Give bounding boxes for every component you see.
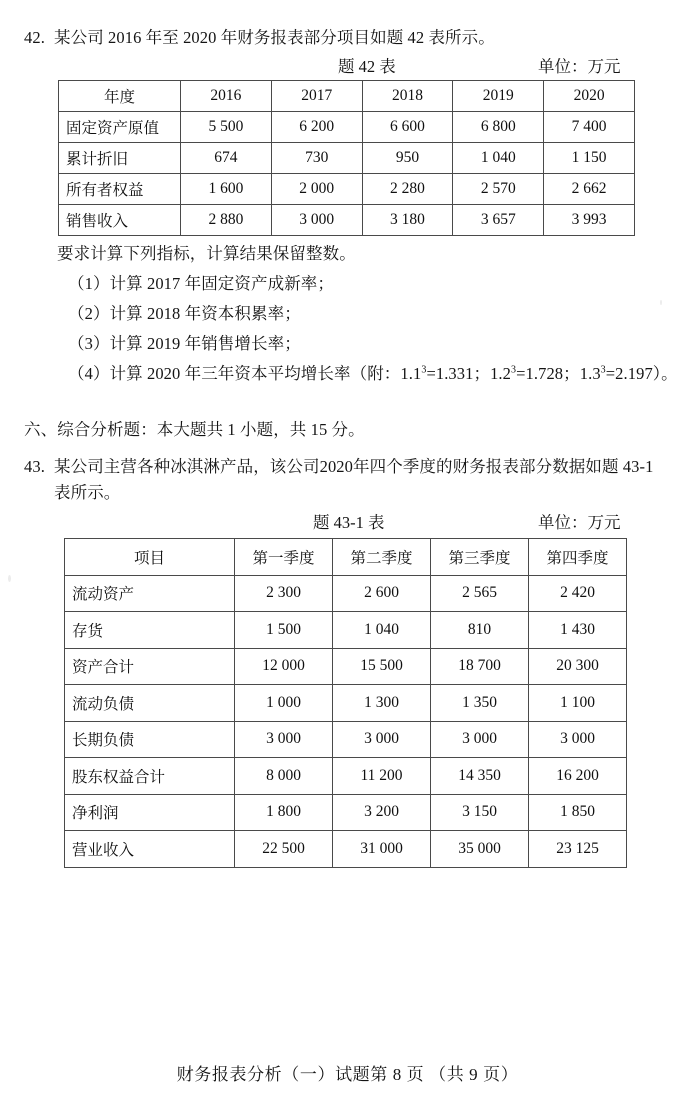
table-43-header-cell: 第四季度	[529, 539, 627, 576]
table-43-row-label: 存货	[65, 612, 235, 649]
table-43-cell: 31 000	[333, 831, 431, 868]
table-43-cell: 22 500	[235, 831, 333, 868]
table-42-cell: 6 600	[362, 112, 453, 143]
table-43-cell: 20 300	[529, 648, 627, 685]
table-43-row-label: 资产合计	[65, 648, 235, 685]
table-43-cell: 18 700	[431, 648, 529, 685]
table-42-row-label: 所有者权益	[59, 174, 181, 205]
table-42-cell: 3 180	[362, 205, 453, 236]
table-43-cell: 1 350	[431, 685, 529, 722]
table-43-cell: 3 000	[529, 721, 627, 758]
table-43-row-label: 股东权益合计	[65, 758, 235, 795]
question-42-stem-text: 某公司 2016 年至 2020 年财务报表部分项目如题 42 表所示。	[54, 28, 495, 47]
table-43-row-label: 长期负债	[65, 721, 235, 758]
question-43-stem-text: 某公司主营各种冰淇淋产品，该公司2020年四个季度的财务报表部分数据如题 43-1	[54, 457, 654, 476]
table-row	[65, 648, 627, 685]
table-42-row-label: 销售收入	[59, 205, 181, 236]
table-43-cell: 16 200	[529, 758, 627, 795]
table-42-cell: 674	[181, 143, 272, 174]
table-43-cell: 8 000	[235, 758, 333, 795]
table-42-cell: 2 662	[544, 174, 635, 205]
table-43-cell: 2 565	[431, 575, 529, 612]
table-43-cell: 1 800	[235, 794, 333, 831]
scan-speckle	[660, 300, 662, 305]
exponent-3: 3	[511, 364, 517, 376]
table-43-cell: 1 850	[529, 794, 627, 831]
table-43-cell: 2 600	[333, 575, 431, 612]
question-43-stem-line-2: 表所示。	[54, 483, 121, 502]
table-42-header-cell: 2018	[362, 81, 453, 112]
table-43-cell: 3 000	[235, 721, 333, 758]
table-row	[59, 143, 635, 174]
question-42-item-4-suffix: =2.197）。	[605, 364, 678, 383]
table-43-cell: 2 420	[529, 575, 627, 612]
table-43-row-label: 净利润	[65, 794, 235, 831]
table-43-header-cell: 第三季度	[431, 539, 529, 576]
table-42-header-cell: 2019	[453, 81, 544, 112]
table-row	[65, 612, 627, 649]
table-42-cell: 6 200	[271, 112, 362, 143]
table-43-cell: 1 500	[235, 612, 333, 649]
table-42-header-cell: 2020	[544, 81, 635, 112]
question-42-number: 42.	[24, 28, 45, 47]
scan-speckle	[8, 575, 11, 582]
table-42-header-cell: 2017	[271, 81, 362, 112]
table-42-caption: 题 42 表	[338, 57, 396, 76]
table-42-cell: 3 657	[453, 205, 544, 236]
table-43-cell: 35 000	[431, 831, 529, 868]
table-43-caption: 题 43-1 表	[313, 513, 385, 532]
table-43-cell: 14 350	[431, 758, 529, 795]
question-42-item-1: （1）计算 2017 年固定资产成新率；	[68, 274, 334, 293]
question-43-stem-line-1	[24, 456, 653, 478]
table-42-cell: 1 600	[181, 174, 272, 205]
table-43-row-label: 流动资产	[65, 575, 235, 612]
table-43-cell: 3 150	[431, 794, 529, 831]
exponent-3: 3	[600, 364, 606, 376]
table-43-cell: 1 100	[529, 685, 627, 722]
table-43-1	[64, 538, 627, 868]
question-42-item-3: （3）计算 2019 年销售增长率；	[68, 334, 301, 353]
table-42-row-label: 累计折旧	[59, 143, 181, 174]
question-43-number: 43.	[24, 457, 45, 476]
table-43-cell: 3 200	[333, 794, 431, 831]
table-43-row-label: 营业收入	[65, 831, 235, 868]
table-42-cell: 3 000	[271, 205, 362, 236]
table-row	[59, 174, 635, 205]
table-42-cell: 730	[271, 143, 362, 174]
question-42-item-4-mid2: =1.728；1.3	[516, 364, 601, 383]
question-42-requirement: 要求计算下列指标，计算结果保留整数。	[57, 244, 356, 263]
table-43-cell: 1 040	[333, 612, 431, 649]
table-row	[59, 205, 635, 236]
exponent-3: 3	[421, 364, 427, 376]
table-43-cell: 3 000	[333, 721, 431, 758]
table-42-cell: 6 800	[453, 112, 544, 143]
table-43-unit: 单位：万元	[538, 513, 621, 532]
table-row	[65, 758, 627, 795]
table-row	[65, 539, 627, 576]
table-42-unit: 单位：万元	[538, 57, 621, 76]
table-42-cell: 1 150	[544, 143, 635, 174]
table-43-cell: 12 000	[235, 648, 333, 685]
table-42-cell: 2 570	[453, 174, 544, 205]
table-42-header-cell: 2016	[181, 81, 272, 112]
page-footer: 财务报表分析（一）试题第 8 页 （共 9 页）	[176, 1065, 519, 1084]
table-42-cell: 3 993	[544, 205, 635, 236]
table-42-cell: 2 000	[271, 174, 362, 205]
section-6-heading: 六、综合分析题：本大题共 1 小题，共 15 分。	[24, 420, 365, 439]
table-42-cell: 2 280	[362, 174, 453, 205]
table-42-cell: 950	[362, 143, 453, 174]
table-row	[59, 112, 635, 143]
table-43-cell: 11 200	[333, 758, 431, 795]
table-42-cell: 7 400	[544, 112, 635, 143]
table-43-header-cell: 第二季度	[333, 539, 431, 576]
table-row	[65, 831, 627, 868]
table-43-cell: 15 500	[333, 648, 431, 685]
question-42-item-4-prefix: （4）计算 2020 年三年资本平均增长率（附：1.1	[68, 364, 422, 383]
table-42-cell: 2 880	[181, 205, 272, 236]
table-43-cell: 1 430	[529, 612, 627, 649]
table-43-row-label: 流动负债	[65, 685, 235, 722]
table-43-cell: 810	[431, 612, 529, 649]
table-row	[65, 721, 627, 758]
table-43-header-cell: 第一季度	[235, 539, 333, 576]
question-42-item-2: （2）计算 2018 年资本积累率；	[68, 304, 301, 323]
question-42-item-4-mid1: =1.331；1.2	[426, 364, 511, 383]
table-row	[65, 794, 627, 831]
table-row	[59, 81, 635, 112]
table-43-header-cell: 项目	[65, 539, 235, 576]
table-42-row-label: 固定资产原值	[59, 112, 181, 143]
table-row	[65, 575, 627, 612]
table-43-cell: 23 125	[529, 831, 627, 868]
table-row	[65, 685, 627, 722]
table-42	[58, 80, 635, 236]
table-42-cell: 1 040	[453, 143, 544, 174]
question-42-stem	[24, 27, 495, 49]
table-43-cell: 2 300	[235, 575, 333, 612]
table-43-cell: 3 000	[431, 721, 529, 758]
table-43-cell: 1 000	[235, 685, 333, 722]
question-42-item-4	[68, 363, 678, 385]
table-42-cell: 5 500	[181, 112, 272, 143]
table-42-header-cell: 年度	[59, 81, 181, 112]
table-43-cell: 1 300	[333, 685, 431, 722]
